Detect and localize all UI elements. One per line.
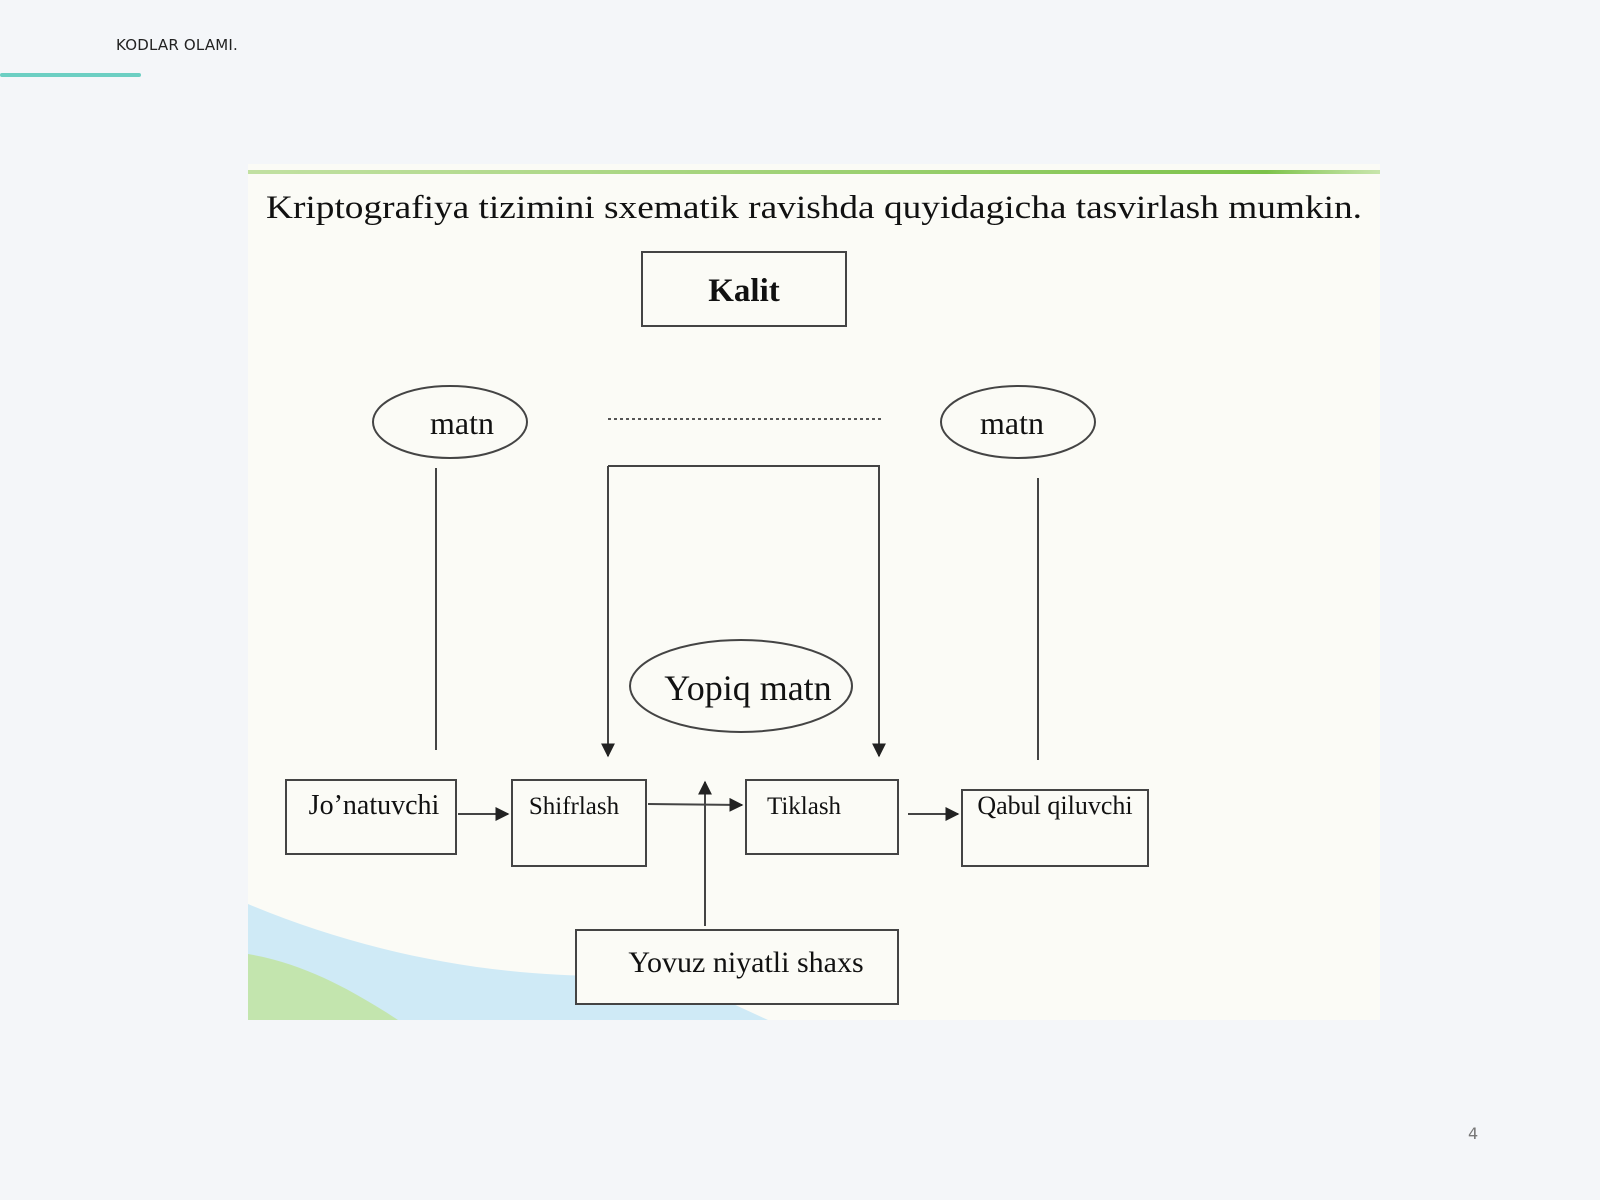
top-accent-bar [248,170,1380,174]
page-number: 4 [1468,1124,1479,1143]
crypto-diagram-image [248,164,1380,1020]
plaintext-right-label: matn [980,405,1044,441]
decryption-label: Tiklash [766,793,842,820]
crypto-diagram [248,164,1380,1020]
presentation-title: KODLAR OLAMI. [116,36,239,54]
attacker-label: Yovuz niyatli shaxs [628,946,864,979]
sender-label: Jo’natuvchi [308,790,440,821]
encryption-to-decryption-arrow [648,804,742,805]
receiver-label: Qabul qiluvchi [977,791,1133,820]
diagram-heading: Kriptografiya tizimini sxematik ravishda quyidagicha tasvirlash mumkin. [266,190,1362,226]
header-accent-line [0,73,141,77]
ciphertext-label: Yopiq matn [664,668,832,708]
plaintext-left-label: matn [430,405,494,441]
encryption-label: Shifrlash [528,793,620,820]
key-label: Kalit [708,273,780,309]
